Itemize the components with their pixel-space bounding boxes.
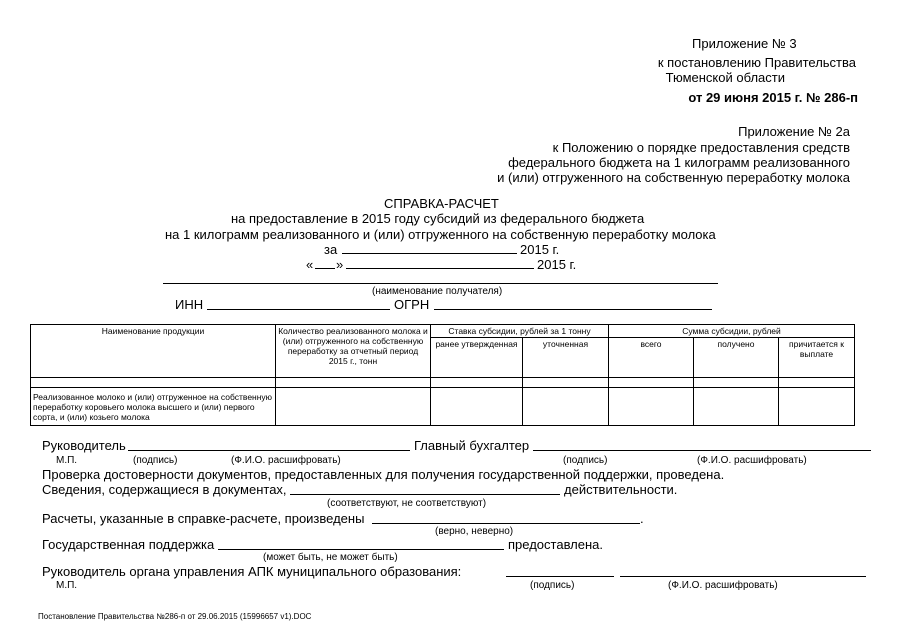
calc-label: Расчеты, указанные в справке-расчете, произведены [42,511,365,526]
head-sign-blank [128,450,410,451]
title-sub2: на 1 килограмм реализованного и (или) отгруженного на собственную переработку молока [165,227,716,242]
row-milk-label: Реализованное молоко и (или) отгруженное на собственную переработку коровьего молока высшего и (или) первого сорта, и (или) козьего молока [31,388,276,426]
table-cell [609,378,694,388]
support-caption: (может быть, не может быть) [263,552,398,563]
table-cell [523,378,609,388]
chief-sign-blank [533,450,871,451]
month-blank [346,268,534,269]
period-blank [342,253,517,254]
table-cell [431,388,523,426]
check-line: Проверка достоверности документов, предоставленных для получения государственной поддержки, проведена. [42,467,725,482]
appendix3-line1: Приложение № 3 [692,36,797,51]
info-blank [290,494,560,495]
head-sign-caption: (подпись) [133,455,178,466]
header-sum-due: причитается к выплате [779,338,855,378]
day-blank [315,268,335,269]
info-caption: (соответствуют, не соответствуют) [327,498,487,509]
subsidy-table [30,324,855,426]
table-cell [779,388,855,426]
head-label: Руководитель [42,438,126,453]
appendix3-line2: к постановлению Правительства [657,55,856,70]
appendix2a-line2: к Положению о порядке предоставления средств [552,140,850,155]
calc-caption: (верно, неверно) [435,526,514,537]
quote-close: » [336,257,344,272]
info-label: Сведения, содержащиеся в документах, [42,482,287,497]
table-cell [609,388,694,426]
table-cell [431,378,523,388]
table-cell [276,388,431,426]
chief-sign-caption: (подпись) [563,455,608,466]
header-quantity: Количество реализованного молока и (или) отгруженного на собственную переработку за отчетный период 2015 г., тонн [276,325,431,378]
header-rate-prev: ранее утвержденная [431,338,523,378]
inn-blank [207,309,390,310]
ogrn-blank [434,309,712,310]
table-cell [276,378,431,388]
table-cell [523,388,609,426]
chief-accountant-label: Главный бухгалтер [414,438,530,453]
support-label: Государственная поддержка [42,537,215,552]
appendix3-line3: Тюменской области [665,70,785,85]
agency-sign-caption: (подпись) [530,580,575,591]
title-za: за [324,242,338,257]
title-year2: 2015 г. [537,257,577,272]
recipient-caption: (наименование получателя) [372,286,503,297]
appendix2a-line1: Приложение № 2а [738,124,850,139]
mp-label: М.П. [56,455,78,466]
agency-fio-blank [620,576,866,577]
table-cell [31,378,276,388]
recipient-blank [163,283,718,284]
document-title: СПРАВКА-РАСЧЕТ [384,196,499,211]
title-year1: 2015 г. [520,242,560,257]
provided-label: предоставлена. [508,537,604,552]
head-fio-caption: (Ф.И.О. расшифровать) [231,455,341,466]
table-cell [694,378,779,388]
table-cell [779,378,855,388]
header-sum-total: всего [609,338,694,378]
calc-blank [372,523,640,524]
appendix3-line4: от 29 июня 2015 г. № 286-п [688,90,858,105]
appendix2a-line3: федерального бюджета на 1 килограмм реализованного [508,155,850,170]
inn-label: ИНН [175,297,204,312]
header-rate-spec: уточненная [523,338,609,378]
header-sum: Сумма субсидии, рублей [609,325,855,338]
header-product: Наименование продукции [31,325,276,378]
appendix2a-line4: и (или) отгруженного на собственную переработку молока [497,170,850,185]
footer-text: Постановление Правительства №286-п от 29.06.2015 (15996657 v1).DOC [38,612,312,621]
reality-label: действительности. [564,482,678,497]
title-sub1: на предоставление в 2015 году субсидий из федерального бюджета [231,211,645,226]
table-cell [694,388,779,426]
calc-dot: . [640,511,644,526]
header-rate: Ставка субсидии, рублей за 1 тонну [431,325,609,338]
agency-mp-label: М.П. [56,580,78,591]
agency-fio-caption: (Ф.И.О. расшифровать) [668,580,778,591]
ogrn-label: ОГРН [394,297,430,312]
chief-fio-caption: (Ф.И.О. расшифровать) [697,455,807,466]
agency-sign-blank [506,576,614,577]
quote-open: « [306,257,314,272]
agency-head-label: Руководитель органа управления АПК муниципального образования: [42,564,462,579]
header-sum-received: получено [694,338,779,378]
support-blank [218,549,504,550]
